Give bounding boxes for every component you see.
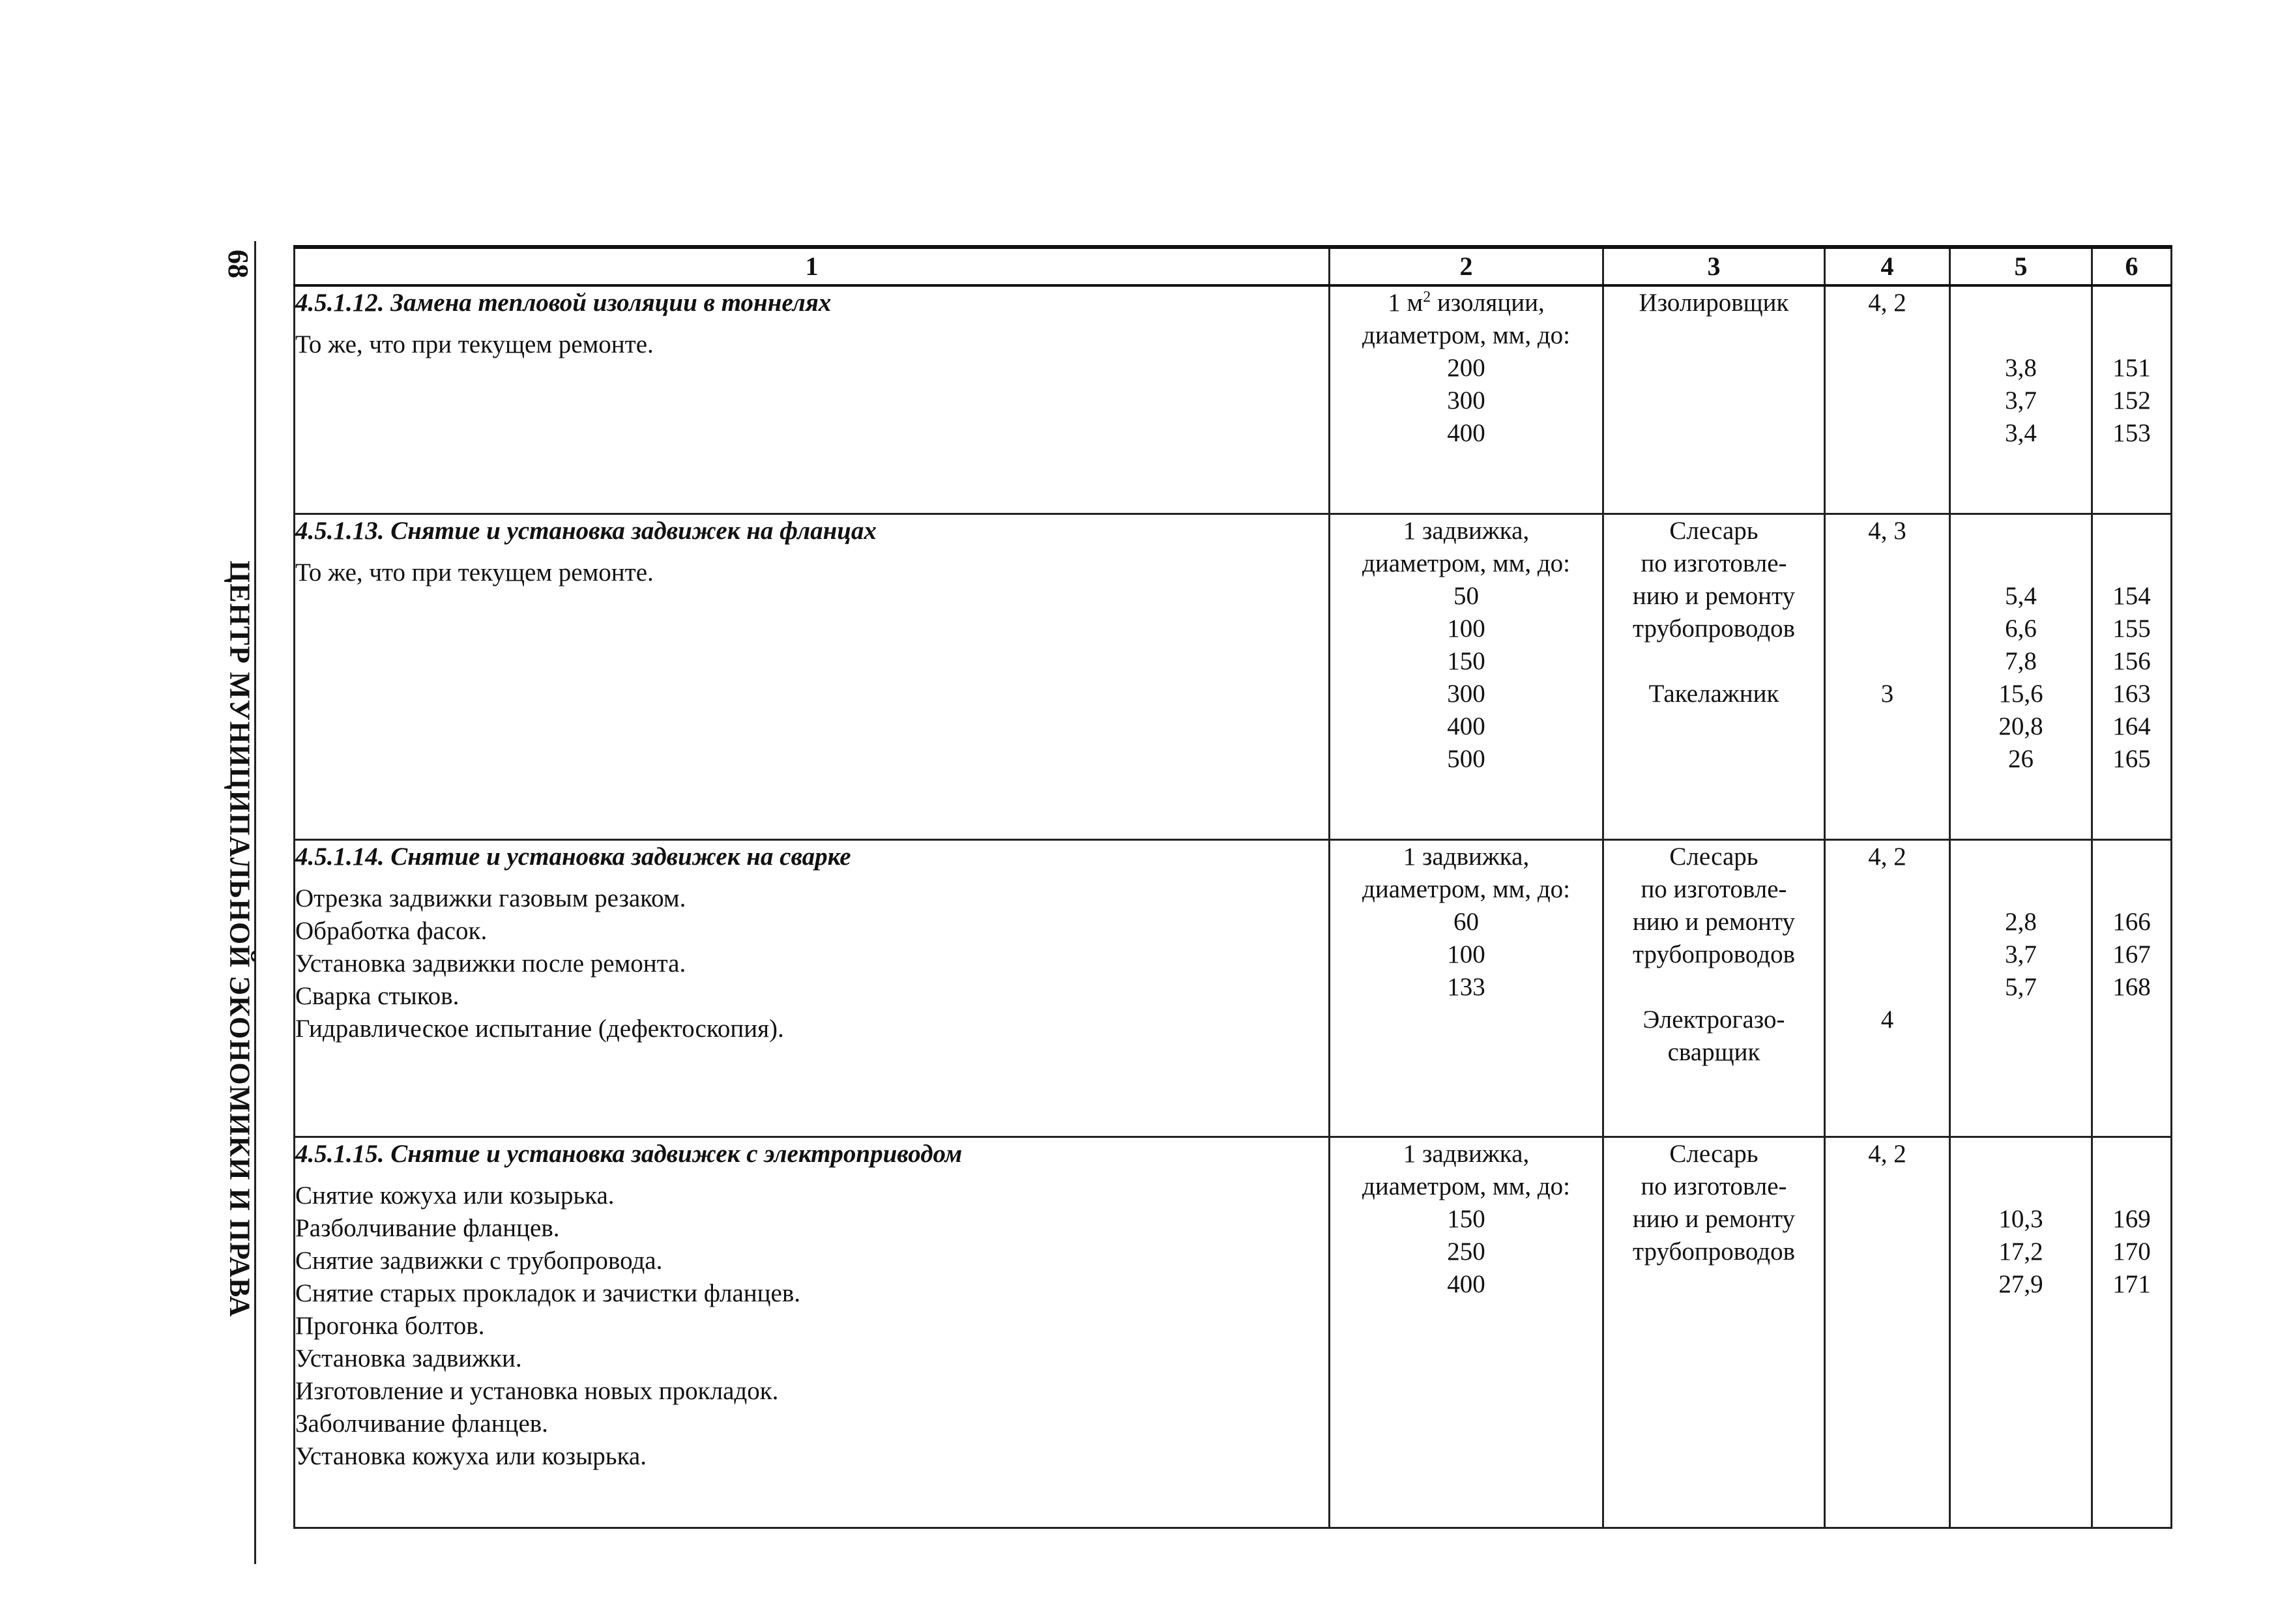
code-value: 151 [2112,354,2151,382]
column-header: 3 [1603,247,1825,285]
unit-line: 1 задвижка, [1403,1139,1530,1168]
section-title: 4.5.1.13. Снятие и установка задвижек на фланцах [295,516,877,545]
unit-superscript: 2 [1423,289,1431,306]
norm-value: 27,9 [1998,1269,2043,1298]
grade-value: 4, 2 [1868,1139,1906,1168]
code-value: 165 [2112,744,2151,773]
size-value: 400 [1447,419,1485,447]
worker-cell [1603,514,1825,839]
norm-value: 3,8 [2005,354,2037,382]
work-description-cell [295,839,1330,1137]
worker-line [1604,971,1824,1004]
grade-cell [1825,514,1950,839]
table-row [295,285,2172,514]
worker-line: Слесарь [1669,1139,1758,1168]
size-value: 200 [1447,354,1485,382]
description-line: То же, что при текущем ремонте. [295,330,654,358]
unit-cell [1330,514,1603,839]
worker-cell [1603,839,1825,1137]
code-cell [2092,1137,2172,1528]
worker-line: трубопроводов [1633,614,1795,643]
size-value: 250 [1447,1237,1485,1266]
description-line: Обработка фасок. [295,916,488,945]
code-value: 154 [2112,581,2151,610]
description-line: Снятие задвижки с трубопровода. [295,1246,663,1275]
code-value: 168 [2112,972,2151,1001]
norm-value: 15,6 [1998,679,2043,708]
page-number: 68 [222,250,254,278]
norm-value: 10,3 [1998,1204,2043,1233]
description-line: Изготовление и установка новых прокладок. [295,1376,779,1405]
norm-value: 5,4 [2005,581,2037,610]
work-description-cell [295,514,1330,839]
worker-line: Изолировщик [1639,289,1789,317]
description-line: Гидравлическое испытание (дефектоскопия). [295,1014,784,1043]
worker-line: Слесарь [1669,516,1758,545]
code-value: 155 [2112,614,2151,643]
section-title: 4.5.1.15. Снятие и установка задвижек с электроприводом [295,1139,963,1168]
norm-value: 3,7 [2005,940,2037,968]
size-value: 150 [1447,646,1485,675]
worker-line: Такелажник [1648,679,1779,708]
norm-value: 3,7 [2005,386,2037,414]
code-value: 152 [2112,386,2151,414]
norm-value: 20,8 [1998,712,2043,740]
worker-line: по изготовле- [1641,549,1787,577]
unit-line: 1 задвижка, [1403,842,1530,871]
size-value: 133 [1447,972,1485,1001]
column-header: 6 [2092,247,2172,285]
size-value: 150 [1447,1204,1485,1233]
unit-text: 1 м [1388,289,1423,317]
norm-value: 5,7 [2005,972,2037,1001]
norm-value: 6,6 [2005,614,2037,643]
worker-line: нию и ремонту [1632,581,1796,610]
description-line: Установка задвижки после ремонта. [295,949,686,978]
grade-cell [1825,839,1950,1137]
grade-cell [1825,285,1950,514]
norm-value: 3,4 [2005,419,2037,447]
unit-text: изоляции, [1437,289,1545,317]
description-line: Прогонка болтов. [295,1311,485,1340]
unit-line: диаметром, мм, до: [1362,875,1570,903]
worker-line: сварщик [1667,1037,1760,1066]
size-value: 300 [1447,386,1485,414]
norm-value: 7,8 [2005,646,2037,675]
size-value: 100 [1447,940,1485,968]
size-value: 50 [1453,581,1479,610]
grade-value: 4 [1880,1005,1894,1034]
norm-cell [1950,1137,2092,1528]
norms-table [293,245,2172,1529]
code-value: 153 [2112,419,2151,447]
grade-value: 3 [1880,679,1894,708]
code-cell [2092,839,2172,1137]
code-value: 156 [2112,646,2151,675]
size-value: 100 [1447,614,1485,643]
unit-cell [1330,1137,1603,1528]
worker-cell [1603,1137,1825,1528]
unit-cell [1330,839,1603,1137]
section-title: 4.5.1.14. Снятие и установка задвижек на сварке [295,842,851,871]
side-title: ЦЕНТР МУНИЦИПАЛЬНОЙ ЭКОНОМИКИ И ПРАВА [224,560,256,1318]
code-value: 163 [2112,679,2151,708]
unit-line [1330,287,1602,319]
work-description-cell [295,285,1330,514]
unit-line: 1 задвижка, [1403,516,1530,545]
norm-value: 2,8 [2005,907,2037,936]
description-line: Сварка стыков. [295,981,460,1010]
unit-line: диаметром, мм, до: [1362,1172,1570,1200]
size-value: 300 [1447,679,1485,708]
unit-cell [1330,285,1603,514]
column-header: 2 [1330,247,1603,285]
worker-line: Слесарь [1669,842,1758,871]
grade-value: 4, 3 [1868,516,1906,545]
norm-cell [1950,514,2092,839]
description-line: Снятие кожуха или козырька. [295,1181,615,1210]
size-value: 500 [1447,744,1485,773]
table-row [295,1137,2172,1528]
grade-cell [1825,1137,1950,1528]
worker-line: по изготовле- [1641,1172,1787,1200]
worker-line: трубопроводов [1633,1237,1795,1266]
norm-value: 17,2 [1998,1237,2043,1266]
code-value: 171 [2112,1269,2151,1298]
description-line: Отрезка задвижки газовым резаком. [295,884,686,912]
worker-line: нию и ремонту [1632,1204,1796,1233]
description-line: Снятие старых прокладок и зачистки фланцев. [295,1279,800,1307]
description-line: Разболчивание фланцев. [295,1213,560,1242]
side-title-wrap [222,560,258,1318]
code-value: 170 [2112,1237,2151,1266]
code-value: 164 [2112,712,2151,740]
norm-value: 26 [2008,744,2034,773]
size-value: 400 [1447,1269,1485,1298]
worker-line: по изготовле- [1641,875,1787,903]
size-value: 60 [1453,907,1479,936]
code-cell [2092,285,2172,514]
worker-line: Электрогазо- [1642,1005,1785,1034]
norm-cell [1950,285,2092,514]
column-header: 1 [295,247,1330,285]
description-line: То же, что при текущем ремонте. [295,558,654,587]
code-cell [2092,514,2172,839]
section-title: 4.5.1.12. Замена тепловой изоляции в тоннелях [295,289,832,317]
work-description-cell [295,1137,1330,1528]
grade-value: 4, 2 [1868,289,1906,317]
description-line: Установка кожуха или козырька. [295,1442,647,1470]
norm-cell [1950,839,2092,1137]
description-line: Заболчивание фланцев. [295,1409,548,1438]
column-header: 5 [1950,247,2092,285]
worker-line: трубопроводов [1633,940,1795,968]
table-row [295,514,2172,839]
header-row [295,247,2172,285]
size-value: 400 [1447,712,1485,740]
unit-line: диаметром, мм, до: [1362,549,1570,577]
code-value: 166 [2112,907,2151,936]
column-header: 4 [1825,247,1950,285]
code-value: 167 [2112,940,2151,968]
code-value: 169 [2112,1204,2151,1233]
grade-value: 4, 2 [1868,842,1906,871]
worker-line: нию и ремонту [1632,907,1796,936]
worker-line [1604,645,1824,678]
unit-line: диаметром, мм, до: [1362,321,1570,349]
table-row [295,839,2172,1137]
worker-cell [1603,285,1825,514]
description-line: Установка задвижки. [295,1344,522,1372]
